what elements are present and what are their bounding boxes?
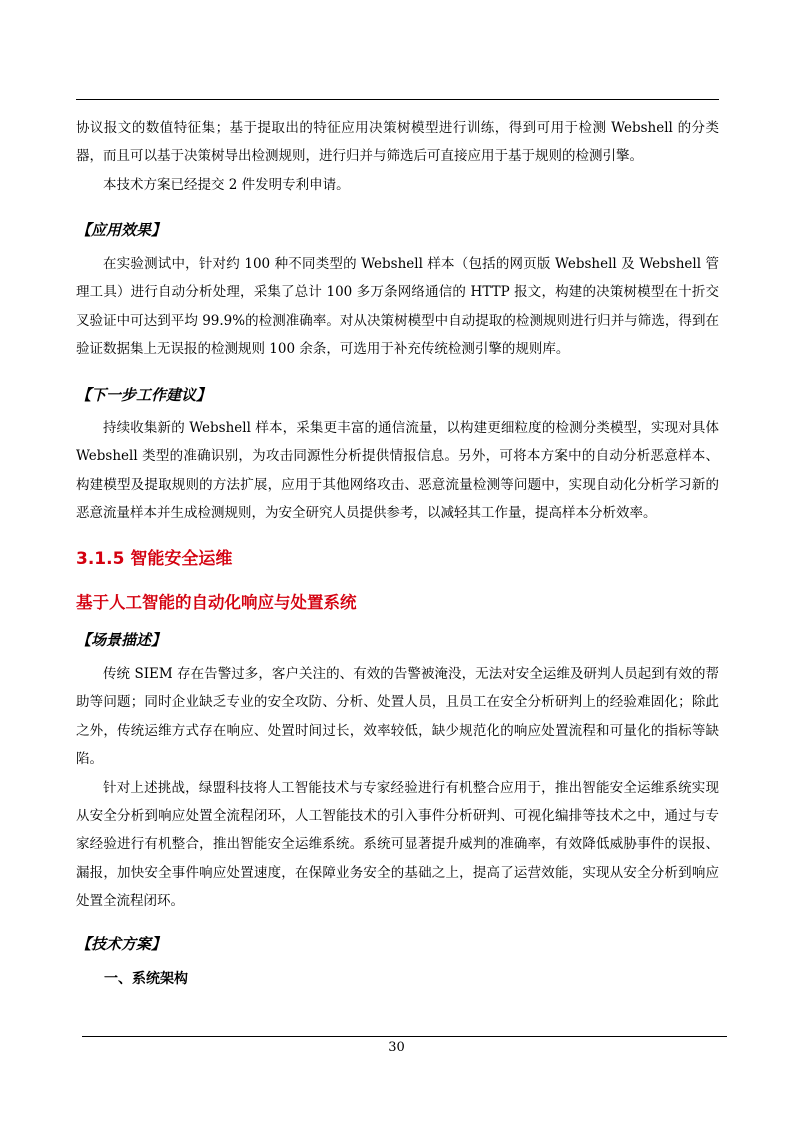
tech-heading: 【技术方案】 bbox=[76, 935, 167, 953]
scene-heading: 【场景描述】 bbox=[76, 631, 167, 649]
patent-note: 本技术方案已经提交 2 件发明专利申请。 bbox=[103, 176, 350, 193]
section-heading: 3.1.5 智能安全运维 bbox=[76, 549, 233, 569]
scene-paragraph: 传统 SIEM 存在告警过多，客户关注的、有效的告警被淹没，无法对安全运维及研判人员起到有效的帮助等问题；同时企业缺乏专业的安全攻防、分析、处置人员，且员工在安全分析研判上的经验难固化；除此之外，传统运维方式存在响应、处置时间过长，效率较低，缺少规范化的响应处置流程和可量化的指标等缺陷。 bbox=[76, 666, 719, 768]
intro-paragraph: 协议报文的数值特征集；基于提取出的特征应用决策树模型进行训练，得到可用于检测 Webshell 的分类器，而且可以基于决策树导出检测规则，进行归并与筛选后可直接应用于基于规则的检测引擎。 bbox=[76, 120, 719, 165]
next-steps-section bbox=[76, 414, 719, 528]
scene-section bbox=[76, 660, 719, 916]
header-rule bbox=[76, 99, 719, 100]
footer-rule bbox=[82, 1036, 727, 1037]
page-number: 30 bbox=[388, 1040, 405, 1055]
next-steps-heading: 【下一步工作建议】 bbox=[76, 386, 212, 404]
intro-text bbox=[76, 114, 719, 199]
scene-paragraph: 针对上述挑战，绿盟科技将人工智能技术与专家经验进行有机整合应用于，推出智能安全运维系统实现从安全分析到响应处置全流程闭环，人工智能技术的引入事件分析研判、可视化编排等技术之中，通过与专家经验进行有机整合，推出智能安全运维系统。系统可显著提升威判的准确率，有效降低威胁事件的误报、漏报，加快安全事件响应处置速度，在保障业务安全的基础之上，提高了运营效能，实现从安全分析到响应处置全流程闭环。 bbox=[76, 779, 719, 910]
next-steps-paragraph: 持续收集新的 Webshell 样本，采集更丰富的通信流量，以构建更细粒度的检测分类模型，实现对具体 Webshell 类型的准确识别，为攻击同源性分析提供情报信息。另外，可将本方案中的自动分析恶意样本、构建模型及提取规则的方法扩展，应用于其他网络攻击、恶意流量检测等问题中，实现自动化分析学习新的恶意流量样本并生成检测规则，为安全研究人员提供参考，以减轻其工作量，提高样本分析效率。 bbox=[76, 420, 719, 522]
effect-paragraph: 在实验测试中，针对约 100 种不同类型的 Webshell 样本（包括的网页版 Webshell 及 Webshell 管理工具）进行自动分析处理，采集了总计 100 多万条网络通信的 HTTP 报文，构建的决策树模型在十折交叉验证中可达到平均 99.9%的检测准确率。对从决策树模型中自动提取的检测规则进行归并与筛选，得到在验证数据集上无误报的检测规则 100 余条，可选用于补充传统检测引擎的规则库。 bbox=[76, 256, 719, 358]
effect-section bbox=[76, 250, 719, 364]
system-architecture-item: 一、系统架构 bbox=[104, 971, 188, 987]
effect-heading: 【应用效果】 bbox=[76, 221, 167, 239]
subsection-heading: 基于人工智能的自动化响应与处置系统 bbox=[76, 593, 357, 612]
